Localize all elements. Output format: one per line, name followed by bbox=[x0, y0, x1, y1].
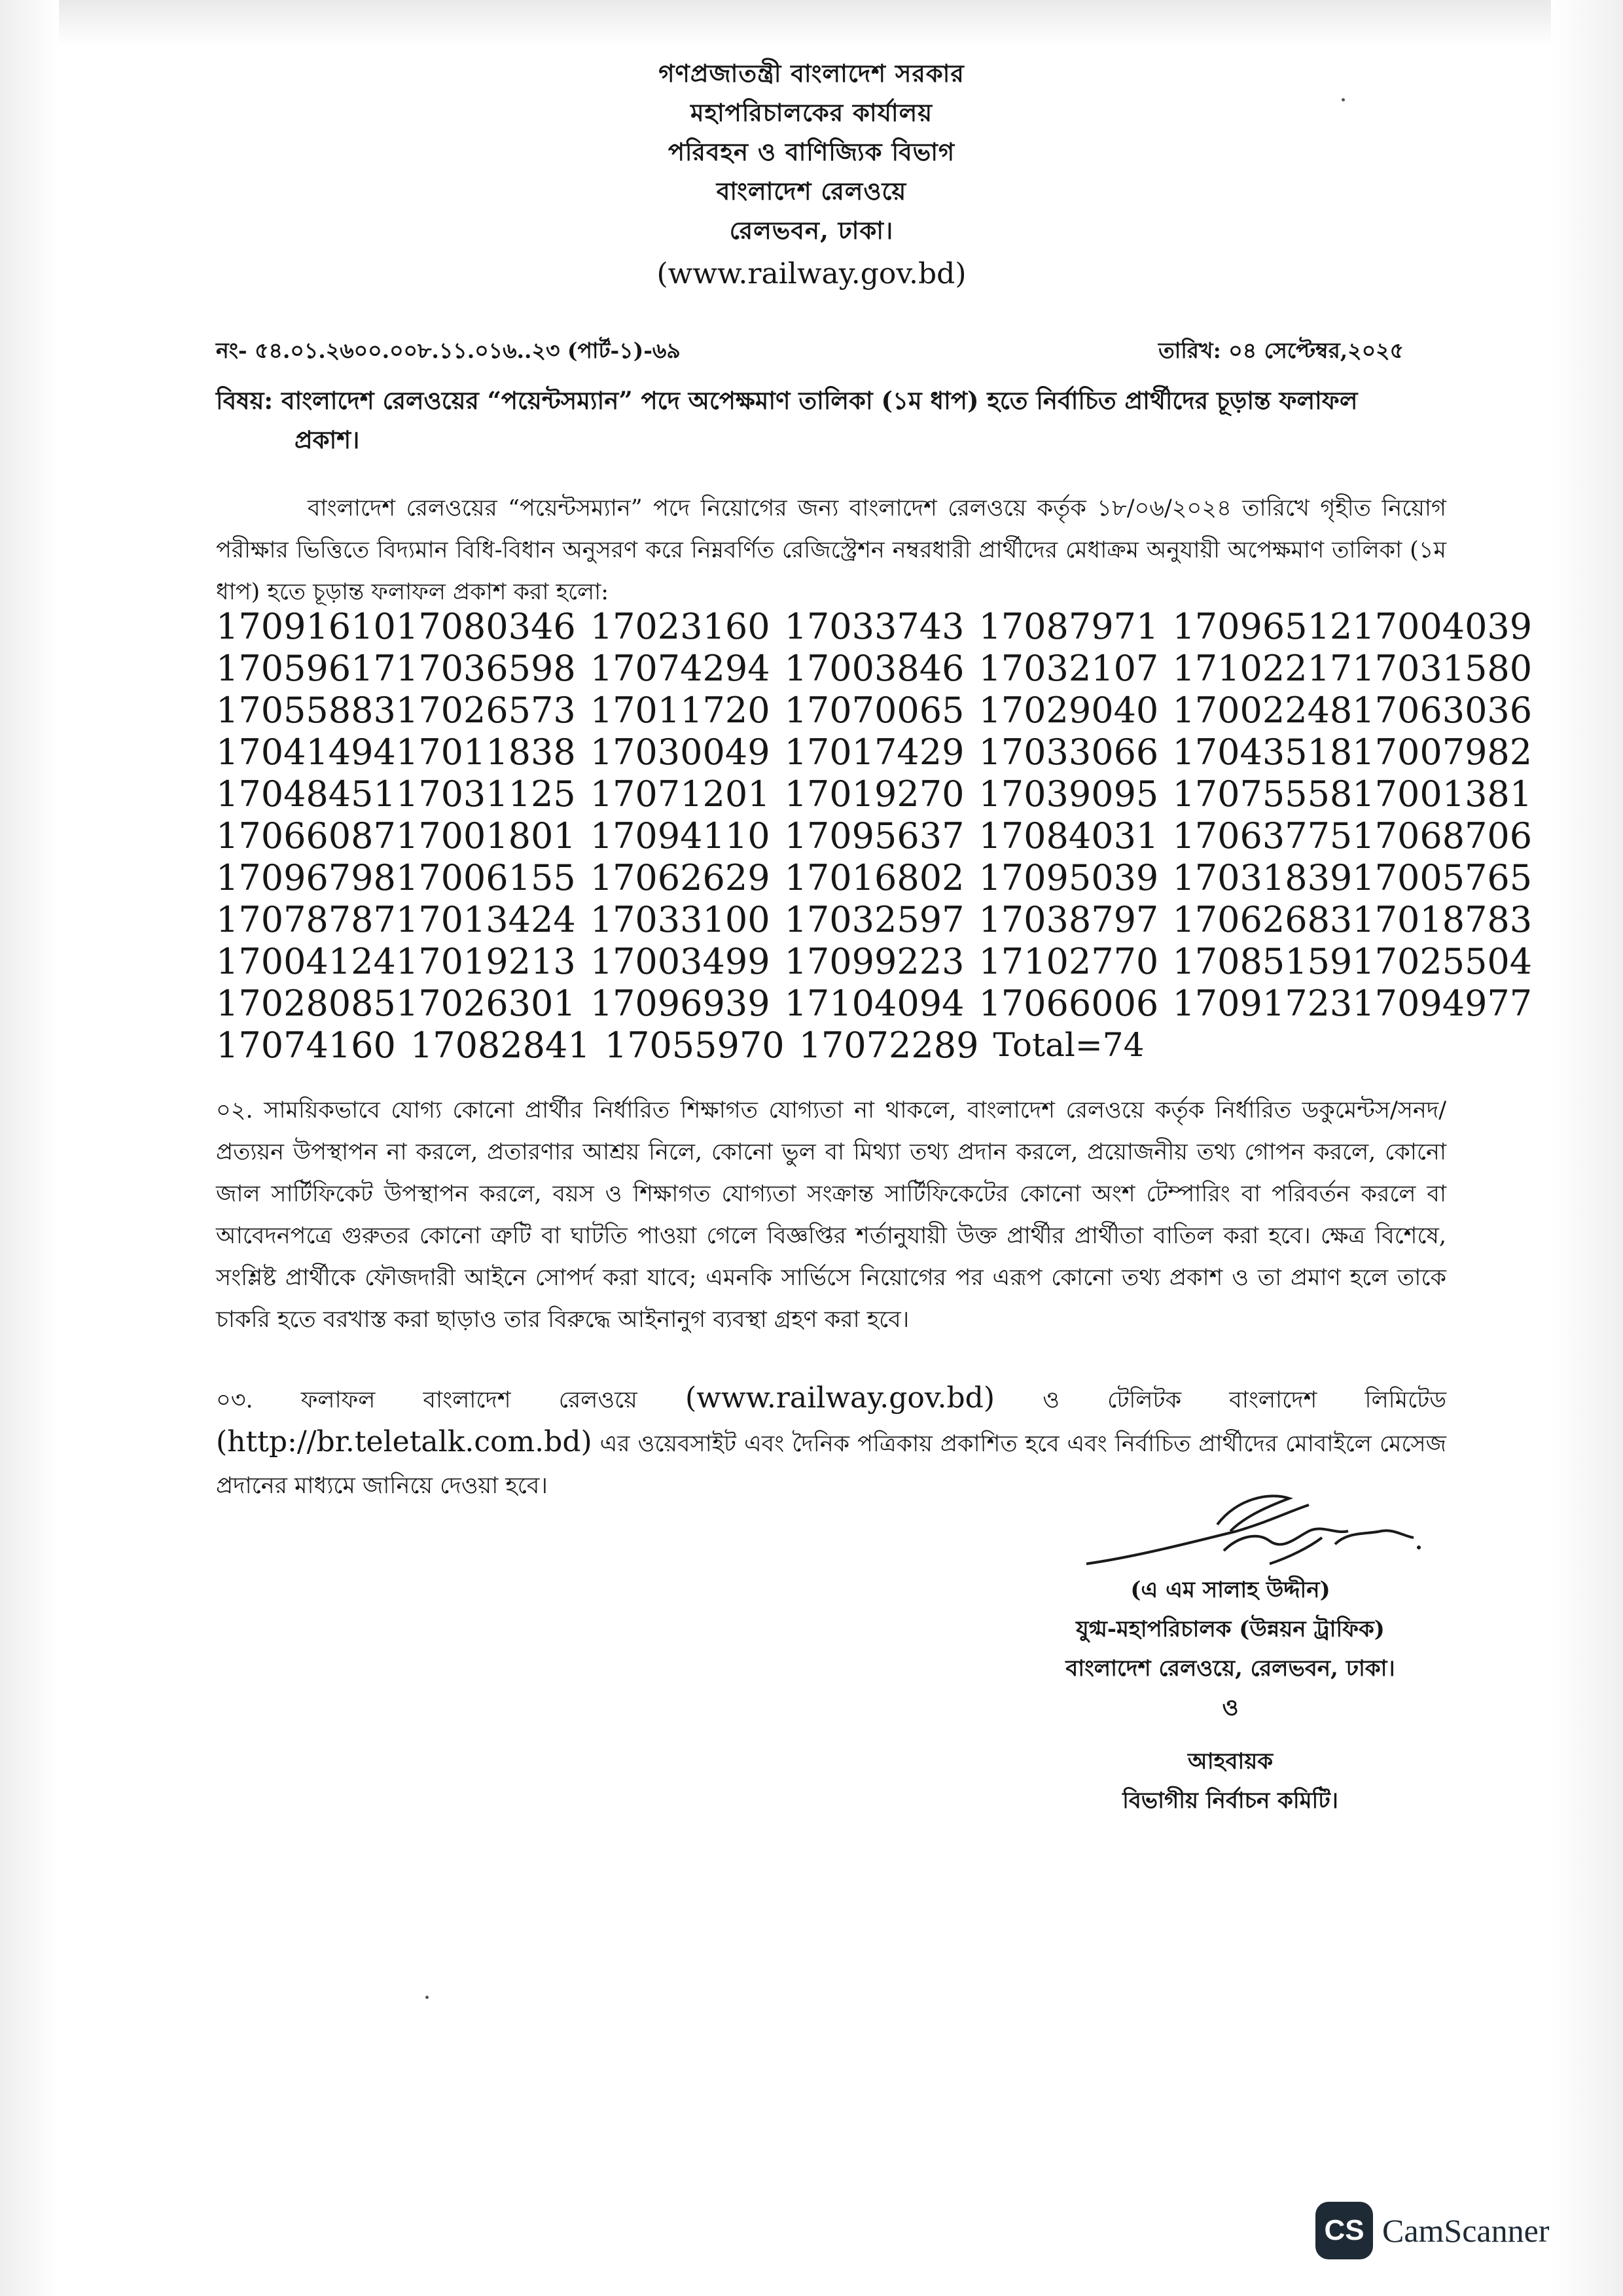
scan-shadow-left bbox=[0, 0, 59, 2296]
letterhead-line: বাংলাদেশ রেলওয়ে bbox=[716, 177, 907, 205]
registration-number: 17091723 bbox=[1172, 982, 1353, 1024]
subject-line bbox=[216, 381, 1446, 459]
table-row bbox=[216, 605, 1532, 647]
total-count: Total=74 bbox=[993, 1026, 1145, 1064]
registration-number: 17003846 bbox=[784, 647, 965, 689]
registration-number: 17041494 bbox=[216, 731, 396, 773]
registration-number: 17011838 bbox=[395, 731, 576, 773]
table-row bbox=[216, 898, 1532, 940]
subject-label: বিষয়: bbox=[216, 386, 274, 415]
registration-number: 17104094 bbox=[784, 982, 965, 1024]
registration-number: 17001381 bbox=[1352, 773, 1533, 815]
signatory-and: ও bbox=[1222, 1695, 1239, 1721]
scan-speck bbox=[425, 1996, 429, 1999]
registration-number: 17016802 bbox=[784, 857, 965, 898]
registration-number: 17019270 bbox=[784, 773, 965, 815]
table-row bbox=[216, 1024, 1532, 1066]
registration-number: 17026301 bbox=[395, 982, 576, 1024]
intro-paragraph: বাংলাদেশ রেলওয়ের “পয়েন্টসম্যান” পদে নিয়োগের জন্য বাংলাদেশ রেলওয়ে কর্তৃক ১৮/০৬/২০২৪ তারিখে গৃহীত নিয়োগ পরীক্ষার ভিত্তিতে বিদ্যমান বিধি-বিধান অনুসরণ করে নিম্নবর্ণিত রেজিস্ট্রেশন নম্বরধারী প্রার্থীদের মেধাক্রম অনুযায়ী অপেক্ষমাণ তালিকা (১ম ধাপ) হতে চূড়ান্ত ফলাফল প্রকাশ করা হলো: bbox=[216, 495, 1446, 605]
registration-number: 17096798 bbox=[216, 857, 396, 898]
registration-number: 17007982 bbox=[1352, 731, 1533, 773]
table-row bbox=[216, 982, 1532, 1024]
registration-number: 17070065 bbox=[784, 689, 965, 731]
registration-number: 17074160 bbox=[216, 1024, 396, 1066]
signatory-name: (এ এম সালাহ উদ্দীন) bbox=[1130, 1577, 1330, 1603]
registration-number: 17080346 bbox=[395, 605, 576, 647]
registration-number: 17066087 bbox=[216, 815, 396, 857]
registration-number: 17033743 bbox=[784, 605, 965, 647]
registration-number: 17030049 bbox=[590, 731, 770, 773]
table-row bbox=[216, 815, 1532, 857]
signature-block bbox=[1021, 1570, 1440, 1820]
registration-number: 17004124 bbox=[216, 940, 396, 982]
registration-number: 17084031 bbox=[978, 815, 1159, 857]
scan-speck bbox=[1342, 98, 1345, 101]
registration-number: 17001801 bbox=[395, 815, 576, 857]
scan-shadow-top bbox=[0, 0, 1623, 46]
registration-number: 17102770 bbox=[978, 940, 1159, 982]
registration-number: 17094110 bbox=[590, 815, 770, 857]
registration-number: 17026573 bbox=[395, 689, 576, 731]
registration-number: 17036598 bbox=[395, 647, 576, 689]
registration-number: 17074294 bbox=[590, 647, 770, 689]
registration-number: 17005765 bbox=[1352, 857, 1533, 898]
registration-number: 17055970 bbox=[604, 1024, 785, 1066]
table-row bbox=[216, 731, 1532, 773]
registration-number: 17075558 bbox=[1172, 773, 1353, 815]
scan-shadow-right bbox=[1551, 0, 1623, 2296]
memo-date: তারিখ: ০৪ সেপ্টেম্বর,২০২৫ bbox=[1158, 338, 1404, 363]
letterhead bbox=[0, 54, 1623, 297]
registration-number: 17096939 bbox=[590, 982, 770, 1024]
registration-number: 17063036 bbox=[1352, 689, 1533, 731]
registration-number: 17095039 bbox=[978, 857, 1159, 898]
teletalk-website-link: (http://br.teletalk.com.bd) bbox=[216, 1425, 592, 1458]
registration-number: 17028085 bbox=[216, 982, 396, 1024]
registration-number: 17031839 bbox=[1172, 857, 1353, 898]
registration-number: 17032107 bbox=[978, 647, 1159, 689]
registration-number: 17031580 bbox=[1352, 647, 1533, 689]
letterhead-website: (www.railway.gov.bd) bbox=[656, 257, 967, 291]
signatory-committee: বিভাগীয় নির্বাচন কমিটি। bbox=[1122, 1788, 1338, 1814]
registration-number: 17096512 bbox=[1172, 605, 1353, 647]
registration-number: 17039095 bbox=[978, 773, 1159, 815]
railway-website-link: (www.railway.gov.bd) bbox=[685, 1381, 995, 1415]
registration-number: 17038797 bbox=[978, 898, 1159, 940]
registration-number: 17059617 bbox=[216, 647, 396, 689]
camscanner-logo-icon: CS bbox=[1315, 2202, 1373, 2259]
registration-number: 17017429 bbox=[784, 731, 965, 773]
registration-number: 17023160 bbox=[590, 605, 770, 647]
registration-number: 17004039 bbox=[1352, 605, 1533, 647]
paragraph-02: ০২. সাময়িকভাবে যোগ্য কোনো প্রার্থীর নির্ধারিত শিক্ষাগত যোগ্যতা না থাকলে, বাংলাদেশ রেলওয়ে কর্তৃক নির্ধারিত ডকুমেন্টস/সনদ/প্রত্যয়ন উপস্থাপন না করলে, প্রতারণার আশ্রয় নিলে, কোনো ভুল বা মিথ্যা তথ্য প্রদান করলে, প্রয়োজনীয় তথ্য গোপন করলে, কোনো জাল সার্টিফিকেট উপস্থাপন করলে, বয়স ও শিক্ষাগত যোগ্যতা সংক্রান্ত সার্টিফিকেটের কোনো অংশ টেম্পারিং বা পরিবর্তন করলে বা আবেদনপত্রে গুরুতর কোনো ত্রুটি বা ঘাটতি পাওয়া গেলে বিজ্ঞপ্তির শর্তানুযায়ী উক্ত প্রার্থীর প্রার্থীতা বাতিল করা হবে। ক্ষেত্র বিশেষে, সংশ্লিষ্ট প্রার্থীকে ফৌজদারী আইনে সোপর্দ করা যাবে; এমনকি সার্ভিসে নিয়োগের পর এরূপ কোনো তথ্য প্রকাশ ও তা প্রমাণ হলে তাকে চাকরি হতে বরখাস্ত করা ছাড়াও তার বিরুদ্ধে আইনানুগ ব্যবস্থা গ্রহণ করা হবে। bbox=[216, 1097, 1446, 1333]
registration-number: 17043518 bbox=[1172, 731, 1353, 773]
table-row bbox=[216, 857, 1532, 898]
registration-number: 17002248 bbox=[1172, 689, 1353, 731]
registration-number: 17031125 bbox=[395, 773, 576, 815]
registration-number: 17029040 bbox=[978, 689, 1159, 731]
registration-number: 17066006 bbox=[978, 982, 1159, 1024]
registration-number: 17003499 bbox=[590, 940, 770, 982]
memo-number: নং- ৫৪.০১.২৬০০.০০৮.১১.০১৬..২৩ (পার্ট-১)-৬৯ bbox=[216, 338, 681, 363]
registration-number: 17091610 bbox=[216, 605, 396, 647]
registration-number: 17078787 bbox=[216, 898, 396, 940]
registration-number: 17048451 bbox=[216, 773, 396, 815]
registration-number: 17013424 bbox=[395, 898, 576, 940]
registration-number: 17055883 bbox=[216, 689, 396, 731]
signatory-office: বাংলাদেশ রেলওয়ে, রেলভবন, ঢাকা। bbox=[1065, 1655, 1395, 1682]
letterhead-line: গণপ্রজাতন্ত্রী বাংলাদেশ সরকার bbox=[658, 59, 965, 88]
letterhead-line: রেলভবন, ঢাকা। bbox=[729, 216, 894, 245]
paragraph-03-middle: ও টেলিটক বাংলাদেশ লিমিটেড bbox=[994, 1387, 1446, 1413]
registration-number: 17033066 bbox=[978, 731, 1159, 773]
subject-text: বাংলাদেশ রেলওয়ের “পয়েন্টসম্যান” পদে অপেক্ষমাণ তালিকা (১ম ধাপ) হতে নির্বাচিত প্রার্থীদের চূড়ান্ত ফলাফল bbox=[281, 386, 1358, 415]
table-row bbox=[216, 689, 1532, 731]
registration-number: 17011720 bbox=[590, 689, 770, 731]
registration-number: 17062629 bbox=[590, 857, 770, 898]
registration-number: 17071201 bbox=[590, 773, 770, 815]
registration-number: 17102217 bbox=[1172, 647, 1353, 689]
signatory-role: আহবায়ক bbox=[1187, 1748, 1274, 1775]
registration-number: 17085159 bbox=[1172, 940, 1353, 982]
registration-number: 17032597 bbox=[784, 898, 965, 940]
table-row bbox=[216, 647, 1532, 689]
registration-number: 17019213 bbox=[395, 940, 576, 982]
subject-text-continued: প্রকাশ। bbox=[294, 425, 360, 454]
paragraph-03-prefix: ০৩. ফলাফল বাংলাদেশ রেলওয়ে bbox=[216, 1387, 685, 1413]
registration-number: 17062683 bbox=[1172, 898, 1353, 940]
registration-number: 17068706 bbox=[1352, 815, 1533, 857]
registration-number: 17063775 bbox=[1172, 815, 1353, 857]
letterhead-line: পরিবহন ও বাণিজ্যিক বিভাগ bbox=[668, 137, 955, 166]
letterhead-line: মহাপরিচালকের কার্যালয় bbox=[690, 98, 933, 127]
registration-number: 17082841 bbox=[410, 1024, 590, 1066]
table-row bbox=[216, 773, 1532, 815]
signatory-designation: যুগ্ম-মহাপরিচালক (উন্নয়ন ট্রাফিক) bbox=[1076, 1616, 1385, 1642]
registration-number: 17099223 bbox=[784, 940, 965, 982]
table-row bbox=[216, 940, 1532, 982]
registration-number-table bbox=[216, 605, 1532, 1066]
registration-number: 17033100 bbox=[590, 898, 770, 940]
registration-number: 17087971 bbox=[978, 605, 1159, 647]
registration-number: 17025504 bbox=[1352, 940, 1533, 982]
registration-number: 17006155 bbox=[395, 857, 576, 898]
registration-number: 17072289 bbox=[798, 1024, 979, 1066]
registration-number: 17095637 bbox=[784, 815, 965, 857]
camscanner-watermark: CamScanner bbox=[1382, 2212, 1550, 2249]
paragraph-03-suffix: এর ওয়েবসাইট এবং দৈনিক পত্রিকায় প্রকাশিত হবে এবং নির্বাচিত প্রার্থীদের মোবাইলে মেসেজ প্রদানের মাধ্যমে জানিয়ে দেওয়া হবে। bbox=[216, 1431, 1446, 1499]
registration-number: 17094977 bbox=[1352, 982, 1533, 1024]
registration-number: 17018783 bbox=[1352, 898, 1533, 940]
